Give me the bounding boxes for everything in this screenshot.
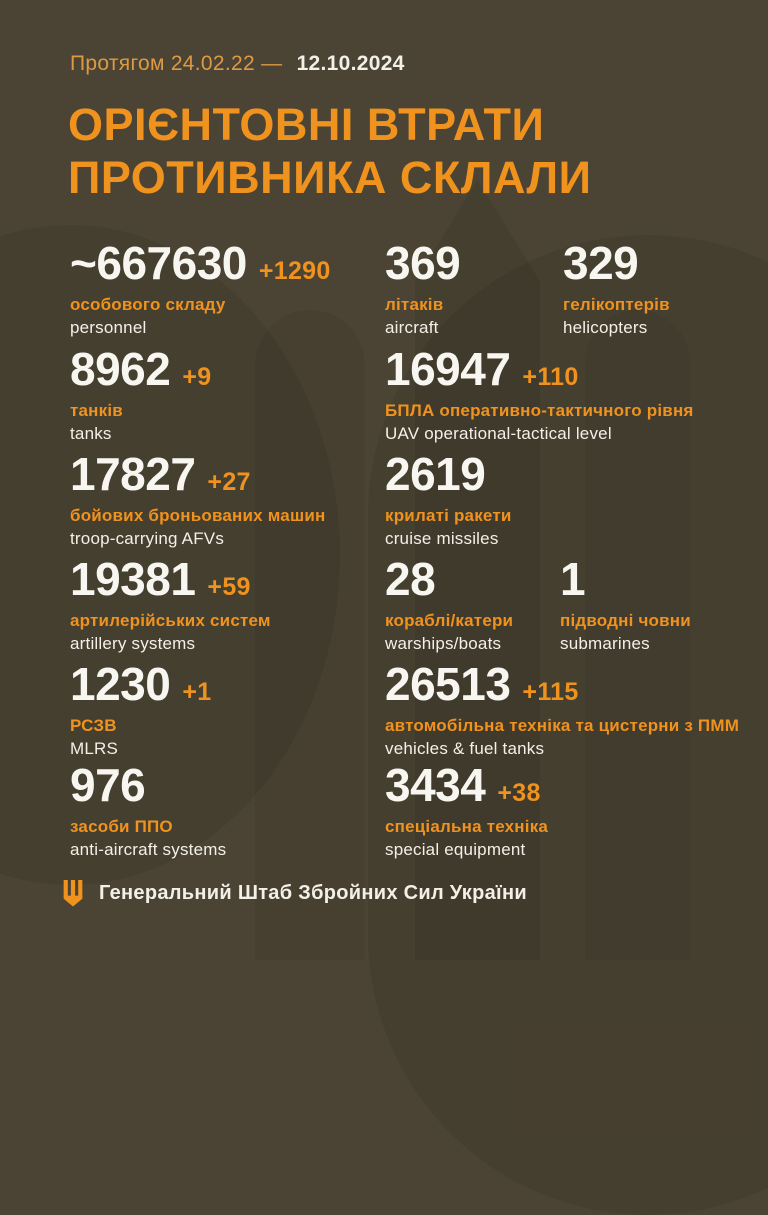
stat-afv [70,448,326,549]
stat-delta: +59 [207,573,251,601]
stat-label-ua: гелікоптерів [563,295,670,314]
stat-label-en: anti-aircraft systems [70,840,227,859]
footer-org-name: Генеральний Штаб Збройних Сил України [99,882,527,904]
page-title [68,98,591,204]
stat-label-en: vehicles & fuel tanks [385,739,545,758]
stat-value: 3434 [385,759,486,811]
stat-label-en: troop-carrying AFVs [70,529,225,548]
stat-delta: +27 [207,468,251,496]
stat-label-en: submarines [560,634,650,653]
stat-uav [385,343,694,444]
stat-tanks [70,343,212,444]
stat-anti-aircraft [70,759,227,860]
stat-value: 16947 [385,343,511,395]
stat-artillery [70,553,271,654]
stat-vehicles [385,658,740,759]
title-line-1: ОРІЄНТОВНІ ВТРАТИ [68,99,545,150]
stat-aircraft [385,237,472,338]
stat-mlrs [70,658,212,759]
stat-delta: +38 [497,779,541,807]
stat-special-equipment [385,759,549,860]
stat-label-ua: артилерійських систем [70,611,271,630]
stat-warships [385,553,514,654]
stat-label-ua: РСЗВ [70,716,117,735]
trident-icon [62,880,84,907]
stat-label-ua: танків [70,401,123,420]
stat-value: 2619 [385,448,486,500]
stat-label-en: helicopters [563,318,648,337]
stat-label-ua: крилаті ракети [385,506,512,525]
stat-value: 1230 [70,658,171,710]
stat-label-en: cruise missiles [385,529,499,548]
stat-label-en: special equipment [385,840,526,859]
stat-label-ua: засоби ППО [70,817,173,836]
stat-label-en: MLRS [70,739,119,758]
stat-label-en: aircraft [385,318,439,337]
period-prefix: Протягом 24.02.22 — [70,52,283,75]
stat-label-ua: спеціальна техніка [385,817,549,836]
stat-value: 26513 [385,658,511,710]
stat-label-ua: кораблі/катери [385,611,514,630]
stat-label-ua: літаків [385,295,444,314]
stat-label-en: UAV operational-tactical level [385,424,612,443]
stat-value: 19381 [70,553,196,605]
stat-label-ua: особового складу [70,295,226,314]
stat-label-ua: БПЛА оперативно-тактичного рівня [385,401,694,420]
stat-label-en: personnel [70,318,147,337]
stat-value: 1 [560,553,586,605]
stat-value: 329 [563,237,639,289]
stat-label-en: warships/boats [385,634,502,653]
stat-delta: +1290 [258,257,331,285]
stat-value: 17827 [70,448,196,500]
stat-label-ua: автомобільна техніка та цистерни з ПММ [385,716,740,735]
period-date: 12.10.2024 [296,52,405,75]
stat-value: ~667630 [70,237,247,289]
stat-value: 369 [385,237,461,289]
stat-value: 976 [70,759,146,811]
stat-label-en: artillery systems [70,634,196,653]
footer [62,880,527,907]
report-period [70,52,405,76]
stat-value: 28 [385,553,436,605]
stat-delta: +110 [522,363,579,391]
stat-personnel [70,237,331,338]
title-line-2: ПРОТИВНИКА СКЛАЛИ [68,152,592,204]
stat-value: 8962 [70,343,171,395]
stat-delta: +115 [522,678,579,706]
stat-label-ua: бойових броньованих машин [70,506,326,525]
stat-delta: +1 [182,678,212,706]
stat-delta: +9 [182,363,212,391]
stat-cruise-missiles [385,448,512,549]
stat-label-en: tanks [70,424,112,443]
stat-helicopters [563,237,670,338]
stat-submarines [560,553,691,654]
background-trident-prong-left [255,310,365,960]
stat-label-ua: підводні човни [560,611,691,630]
